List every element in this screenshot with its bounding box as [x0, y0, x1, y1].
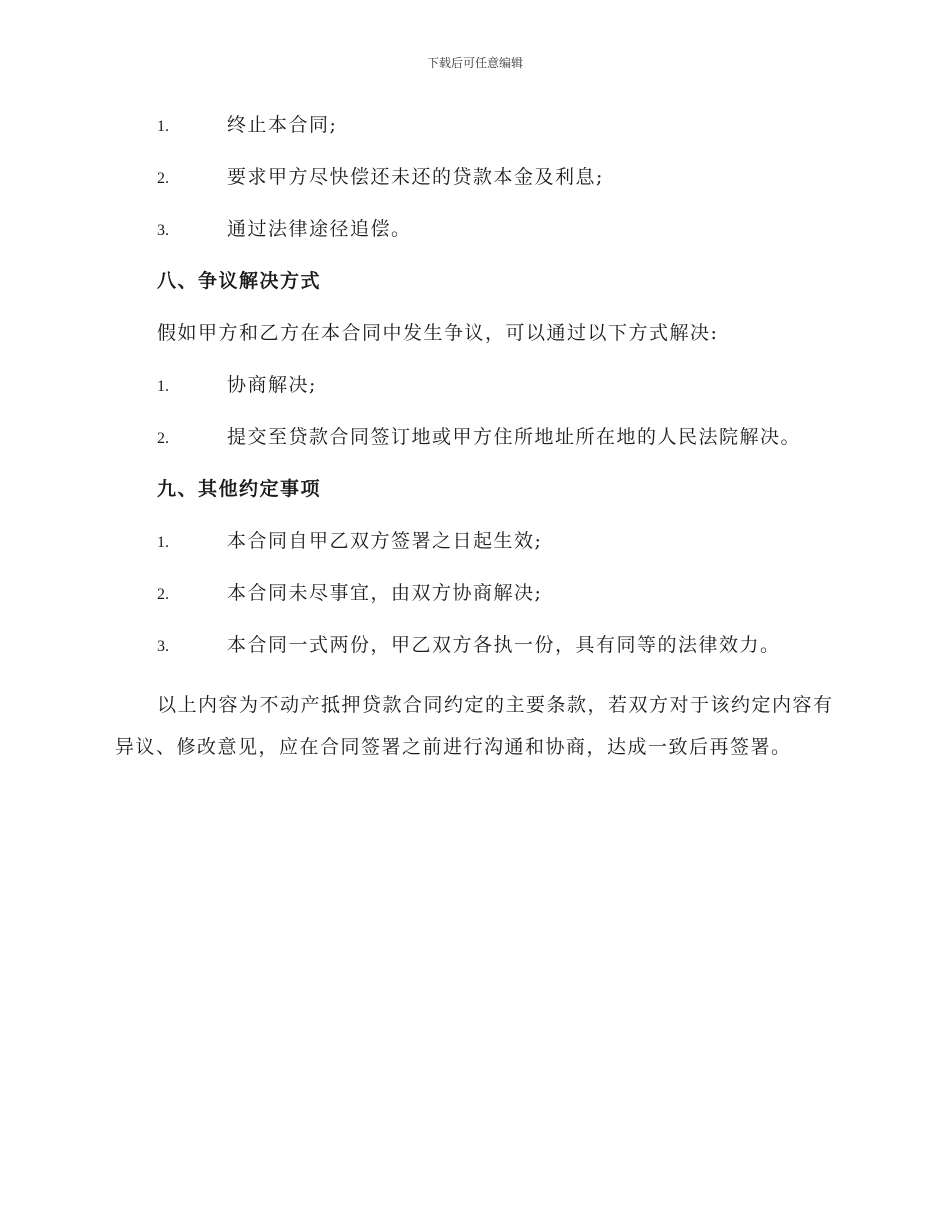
item-text: 本合同一式两份，甲乙双方各执一份，具有同等的法律效力。	[227, 634, 781, 656]
item-number: 2.	[157, 170, 169, 187]
item-text: 终止本合同;	[227, 114, 338, 136]
list-item	[115, 162, 835, 214]
list-item	[115, 422, 835, 474]
item-number: 3.	[157, 222, 169, 239]
document-body	[115, 110, 835, 768]
list-item	[115, 578, 835, 630]
list-item	[115, 526, 835, 578]
section-heading: 八、争议解决方式	[157, 270, 322, 292]
item-number: 2.	[157, 430, 169, 447]
item-number: 1.	[157, 534, 169, 551]
section-heading: 九、其他约定事项	[157, 478, 322, 500]
item-text: 协商解决;	[227, 374, 317, 396]
list-item	[115, 370, 835, 422]
item-text: 要求甲方尽快偿还未还的贷款本金及利息;	[227, 166, 604, 188]
list-item	[115, 630, 835, 682]
item-number: 1.	[157, 118, 169, 135]
item-text: 通过法律途径追偿。	[227, 218, 412, 240]
item-number: 3.	[157, 638, 169, 655]
item-number: 2.	[157, 586, 169, 603]
item-text: 本合同自甲乙双方签署之日起生效;	[227, 530, 543, 552]
list-item	[115, 110, 835, 162]
item-number: 1.	[157, 378, 169, 395]
list-item	[115, 214, 835, 266]
item-text: 本合同未尽事宜，由双方协商解决;	[227, 582, 543, 604]
page-header: 下载后可任意编辑	[426, 56, 523, 70]
closing-paragraph: 以上内容为不动产抵押贷款合同约定的主要条款，若双方对于该约定内容有异议、修改意见，应在合同签署之前进行沟通和协商，达成一致后再签署。	[115, 694, 834, 758]
item-text: 提交至贷款合同签订地或甲方住所地址所在地的人民法院解决。	[227, 426, 802, 448]
section-intro: 假如甲方和乙方在本合同中发生争议，可以通过以下方式解决:	[157, 322, 719, 344]
